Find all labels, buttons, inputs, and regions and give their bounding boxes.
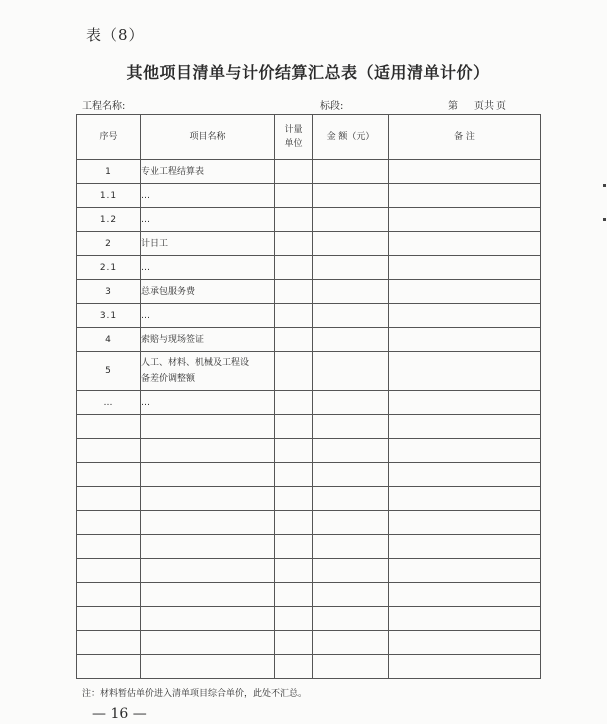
row-remark-cell: [389, 415, 541, 439]
row-remark-cell: [389, 463, 541, 487]
row-remark-cell: [389, 535, 541, 559]
page-number: — 16 —: [92, 706, 147, 722]
row-amount-cell: [313, 559, 389, 583]
row-serial-number: [77, 607, 141, 631]
row-serial-number: 3.1: [77, 304, 141, 328]
table-row-empty: [77, 439, 541, 463]
row-item-name: 计日工: [141, 232, 275, 256]
row-item-name: [141, 583, 275, 607]
table-row: [77, 232, 541, 256]
row-item-name-line: 备差价调整额: [141, 374, 196, 384]
row-amount-cell: [313, 160, 389, 184]
row-item-name: 总承包服务费: [141, 280, 275, 304]
row-serial-number: 3: [77, 280, 141, 304]
row-amount-cell: [313, 631, 389, 655]
row-amount-cell: [313, 304, 389, 328]
row-remark-cell: [389, 304, 541, 328]
row-remark-cell: [389, 655, 541, 679]
row-remark-cell: [389, 256, 541, 280]
row-item-name: [141, 463, 275, 487]
row-unit-cell: [275, 655, 313, 679]
row-remark-cell: [389, 352, 541, 391]
header-unit-line: 单位: [284, 139, 303, 149]
row-serial-number: 4: [77, 328, 141, 352]
row-unit-cell: [275, 352, 313, 391]
row-unit-cell: [275, 607, 313, 631]
table-row: [77, 352, 541, 391]
footnote: 注：材料暂估单价进入清单项目综合单价，此处不汇总。: [82, 689, 308, 699]
row-unit-cell: [275, 256, 313, 280]
row-serial-number: …: [77, 391, 141, 415]
row-unit-cell: [275, 280, 313, 304]
row-amount-cell: [313, 655, 389, 679]
row-remark-cell: [389, 583, 541, 607]
row-unit-cell: [275, 184, 313, 208]
project-name-label: 工程名称:: [82, 101, 126, 112]
header-amount: 金 额（元）: [313, 115, 389, 160]
row-serial-number: 1.1: [77, 184, 141, 208]
table-header-row: [77, 115, 541, 160]
row-item-name: …: [141, 304, 275, 328]
row-amount-cell: [313, 280, 389, 304]
edge-mark: [603, 218, 606, 221]
row-unit-cell: [275, 631, 313, 655]
table-row-empty: [77, 511, 541, 535]
row-serial-number: [77, 535, 141, 559]
row-item-name: [141, 511, 275, 535]
row-remark-cell: [389, 280, 541, 304]
row-amount-cell: [313, 463, 389, 487]
table-row-empty: [77, 487, 541, 511]
row-item-name: 专业工程结算表: [141, 160, 275, 184]
row-item-name: …: [141, 391, 275, 415]
row-item-name: [141, 352, 275, 391]
row-unit-cell: [275, 583, 313, 607]
row-remark-cell: [389, 391, 541, 415]
row-remark-cell: [389, 208, 541, 232]
page-info-part: 页: [496, 101, 506, 112]
page-title: 其他项目清单与计价结算汇总表（适用清单计价）: [126, 63, 490, 82]
row-serial-number: [77, 631, 141, 655]
header-unit: [275, 115, 313, 160]
table-row: [77, 184, 541, 208]
row-serial-number: [77, 655, 141, 679]
row-amount-cell: [313, 583, 389, 607]
form-number: 表（8）: [86, 26, 145, 44]
table-row-empty: [77, 559, 541, 583]
table-row: [77, 328, 541, 352]
row-amount-cell: [313, 232, 389, 256]
row-amount-cell: [313, 352, 389, 391]
row-item-name-line: 人工、材料、机械及工程设: [141, 358, 250, 368]
row-remark-cell: [389, 232, 541, 256]
row-item-name: [141, 655, 275, 679]
row-item-name: …: [141, 208, 275, 232]
table-row: [77, 208, 541, 232]
row-serial-number: [77, 463, 141, 487]
header-serial-number: 序号: [77, 115, 141, 160]
row-remark-cell: [389, 607, 541, 631]
row-remark-cell: [389, 487, 541, 511]
row-unit-cell: [275, 160, 313, 184]
row-unit-cell: [275, 439, 313, 463]
row-amount-cell: [313, 415, 389, 439]
row-serial-number: 1: [77, 160, 141, 184]
row-remark-cell: [389, 184, 541, 208]
row-unit-cell: [275, 391, 313, 415]
row-amount-cell: [313, 511, 389, 535]
row-item-name: [141, 415, 275, 439]
table-row-empty: [77, 655, 541, 679]
row-serial-number: [77, 559, 141, 583]
row-item-name: 索赔与现场签证: [141, 328, 275, 352]
table-row-empty: [77, 535, 541, 559]
row-unit-cell: [275, 415, 313, 439]
row-unit-cell: [275, 208, 313, 232]
row-unit-cell: [275, 463, 313, 487]
row-serial-number: [77, 583, 141, 607]
row-serial-number: 5: [77, 352, 141, 391]
row-amount-cell: [313, 208, 389, 232]
row-remark-cell: [389, 511, 541, 535]
table-row: [77, 256, 541, 280]
row-amount-cell: [313, 328, 389, 352]
table-body: [77, 160, 541, 679]
summary-table: [76, 114, 541, 679]
table-row: [77, 160, 541, 184]
row-amount-cell: [313, 439, 389, 463]
row-item-name: [141, 607, 275, 631]
header-remark: 备 注: [389, 115, 541, 160]
table-row-empty: [77, 415, 541, 439]
row-remark-cell: [389, 631, 541, 655]
row-item-name: [141, 559, 275, 583]
row-amount-cell: [313, 391, 389, 415]
row-item-name: [141, 487, 275, 511]
page-info-part: 页共: [474, 101, 494, 112]
header-unit-line: 计量: [284, 125, 303, 135]
row-serial-number: 1.2: [77, 208, 141, 232]
section-label: 标段:: [320, 101, 344, 112]
row-item-name: [141, 439, 275, 463]
table-row-empty: [77, 631, 541, 655]
table-row-empty: [77, 607, 541, 631]
row-serial-number: [77, 439, 141, 463]
table-row: [77, 280, 541, 304]
page-info: [448, 97, 526, 112]
table-row: [77, 304, 541, 328]
header-item-name: 项目名称: [141, 115, 275, 160]
row-serial-number: [77, 511, 141, 535]
row-unit-cell: [275, 487, 313, 511]
row-remark-cell: [389, 559, 541, 583]
row-remark-cell: [389, 328, 541, 352]
row-unit-cell: [275, 232, 313, 256]
row-amount-cell: [313, 607, 389, 631]
row-item-name: [141, 535, 275, 559]
edge-mark: [603, 184, 606, 187]
row-amount-cell: [313, 535, 389, 559]
row-amount-cell: [313, 184, 389, 208]
table-row: [77, 391, 541, 415]
row-amount-cell: [313, 256, 389, 280]
row-amount-cell: [313, 487, 389, 511]
row-item-name: …: [141, 256, 275, 280]
row-unit-cell: [275, 304, 313, 328]
row-remark-cell: [389, 160, 541, 184]
page-info-part: 第: [448, 101, 458, 112]
row-item-name: …: [141, 184, 275, 208]
row-unit-cell: [275, 559, 313, 583]
table-row-empty: [77, 463, 541, 487]
row-serial-number: [77, 415, 141, 439]
row-unit-cell: [275, 511, 313, 535]
row-serial-number: 2.1: [77, 256, 141, 280]
table-row-empty: [77, 583, 541, 607]
row-unit-cell: [275, 535, 313, 559]
row-item-name: [141, 631, 275, 655]
row-serial-number: 2: [77, 232, 141, 256]
row-remark-cell: [389, 439, 541, 463]
row-unit-cell: [275, 328, 313, 352]
row-serial-number: [77, 487, 141, 511]
